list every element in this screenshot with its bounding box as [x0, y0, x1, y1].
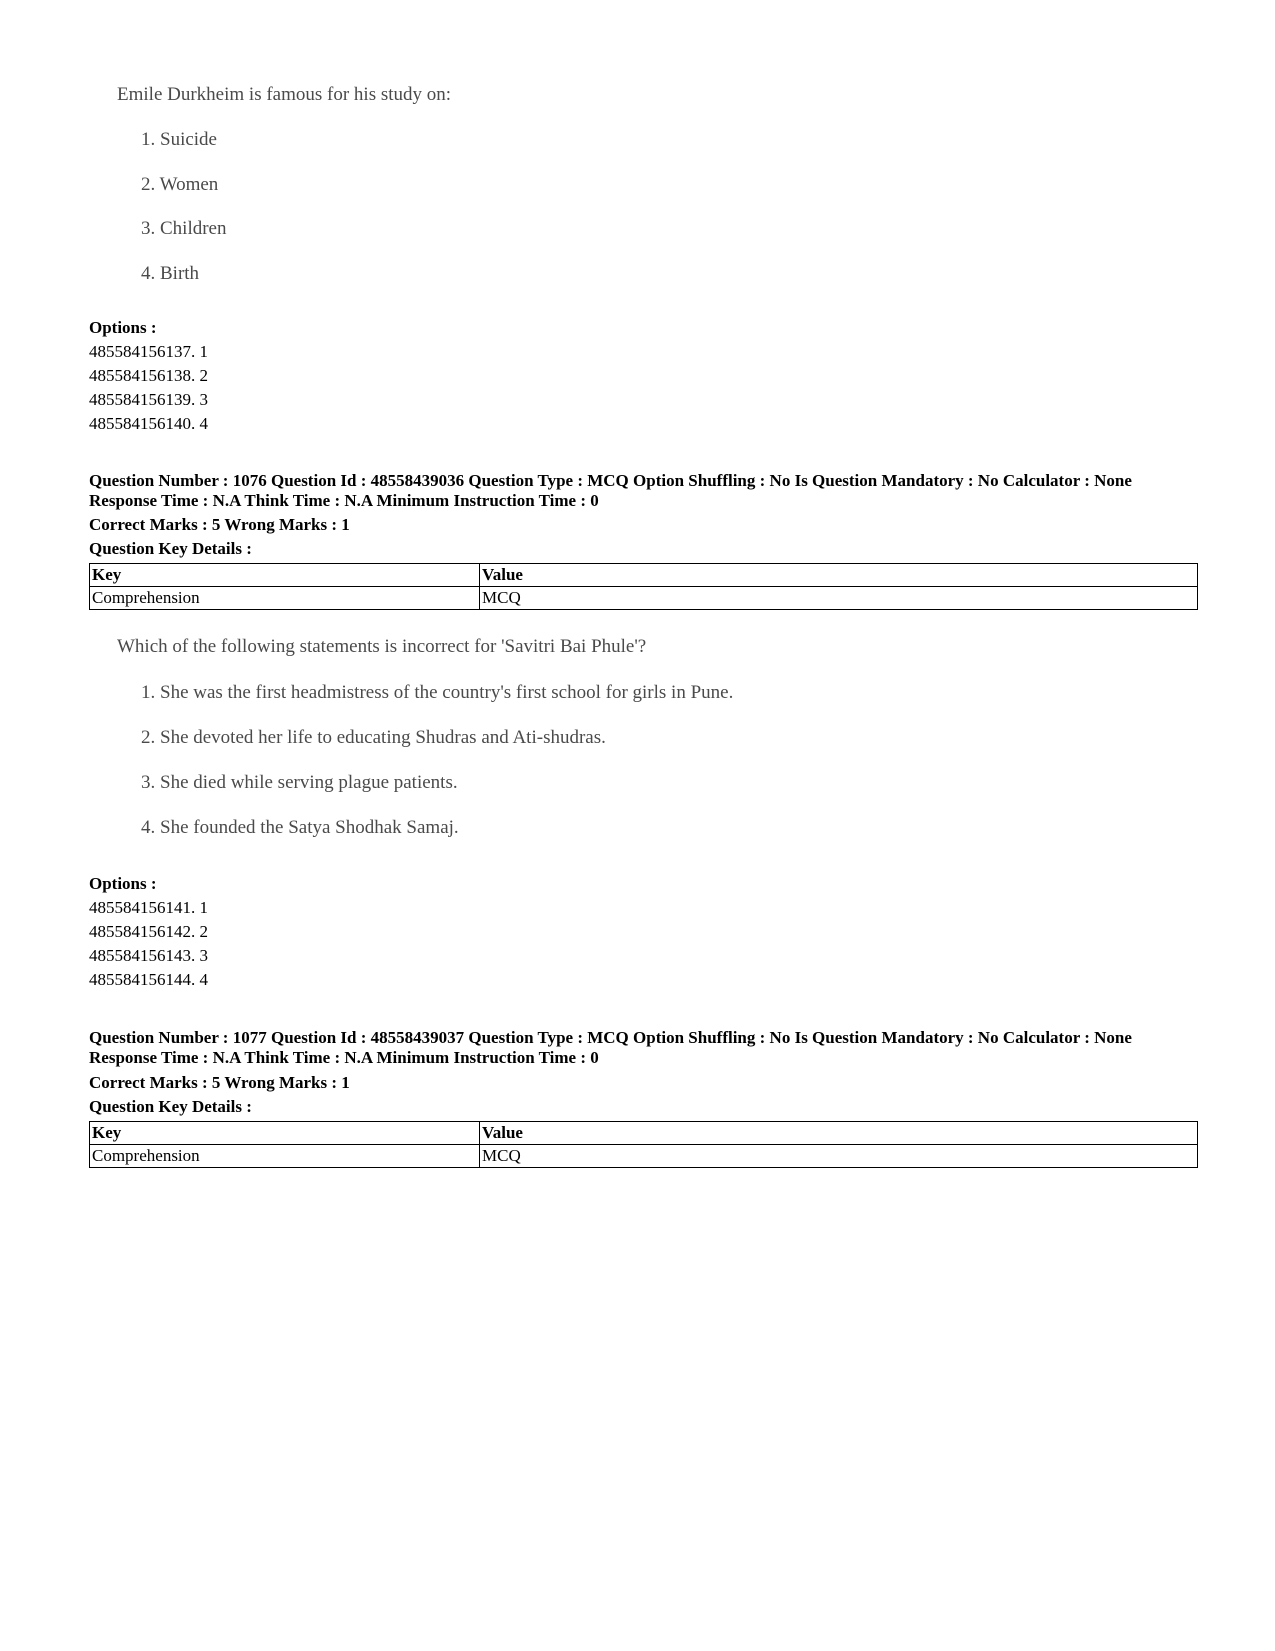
value-cell: MCQ [480, 587, 1198, 610]
key-header: Key [90, 1122, 480, 1145]
q3-marks: Correct Marks : 5 Wrong Marks : 1 [89, 1073, 350, 1092]
table-header-row [90, 1122, 1198, 1145]
q1-choice-1: 1. Suicide [141, 129, 217, 150]
q2-meta-line2: Response Time : N.A Think Time : N.A Minimum Instruction Time : 0 [89, 491, 599, 510]
value-cell: MCQ [480, 1145, 1198, 1168]
q1-option-3: 485584156139. 3 [89, 390, 208, 409]
q2-options-label: Options : [89, 874, 157, 893]
q2-choice-4: 4. She founded the Satya Shodhak Samaj. [141, 817, 459, 838]
q1-choice-3: 3. Children [141, 218, 227, 239]
q3-meta-line2: Response Time : N.A Think Time : N.A Minimum Instruction Time : 0 [89, 1048, 599, 1067]
q1-option-1: 485584156137. 1 [89, 342, 208, 361]
q3-key-table [89, 1121, 1198, 1168]
q2-choice-3: 3. She died while serving plague patients. [141, 772, 458, 793]
q1-options-label: Options : [89, 318, 157, 337]
value-header: Value [480, 564, 1198, 587]
q3-key-details-label: Question Key Details : [89, 1097, 252, 1116]
q1-choice-4: 4. Birth [141, 263, 200, 284]
q2-key-table [89, 563, 1198, 610]
q2-choice-1: 1. She was the first headmistress of the country's first school for girls in Pune. [141, 682, 734, 703]
q2-option-3: 485584156143. 3 [89, 946, 208, 965]
key-cell: Comprehension [90, 587, 480, 610]
q2-marks: Correct Marks : 5 Wrong Marks : 1 [89, 515, 350, 534]
q2-stem: Which of the following statements is incorrect for 'Savitri Bai Phule'? [117, 636, 647, 657]
q1-option-4: 485584156140. 4 [89, 414, 208, 433]
q2-key-details-label: Question Key Details : [89, 539, 252, 558]
q1-option-2: 485584156138. 2 [89, 366, 208, 385]
q3-meta-line1: Question Number : 1077 Question Id : 48558439037 Question Type : MCQ Option Shuffling : No Is Question Mandatory : No Calculator : None [89, 1028, 1132, 1047]
q2-meta-line1: Question Number : 1076 Question Id : 48558439036 Question Type : MCQ Option Shuffling : No Is Question Mandatory : No Calculator : None [89, 471, 1132, 490]
q2-option-2: 485584156142. 2 [89, 922, 208, 941]
value-header: Value [480, 1122, 1198, 1145]
table-row [90, 587, 1198, 610]
q1-choice-2: 2. Women [141, 174, 219, 195]
q2-option-4: 485584156144. 4 [89, 970, 208, 989]
q2-option-1: 485584156141. 1 [89, 898, 208, 917]
q2-choice-2: 2. She devoted her life to educating Shudras and Ati-shudras. [141, 727, 606, 748]
key-header: Key [90, 564, 480, 587]
table-header-row [90, 564, 1198, 587]
table-row [90, 1145, 1198, 1168]
q1-stem: Emile Durkheim is famous for his study on: [117, 84, 452, 105]
key-cell: Comprehension [90, 1145, 480, 1168]
